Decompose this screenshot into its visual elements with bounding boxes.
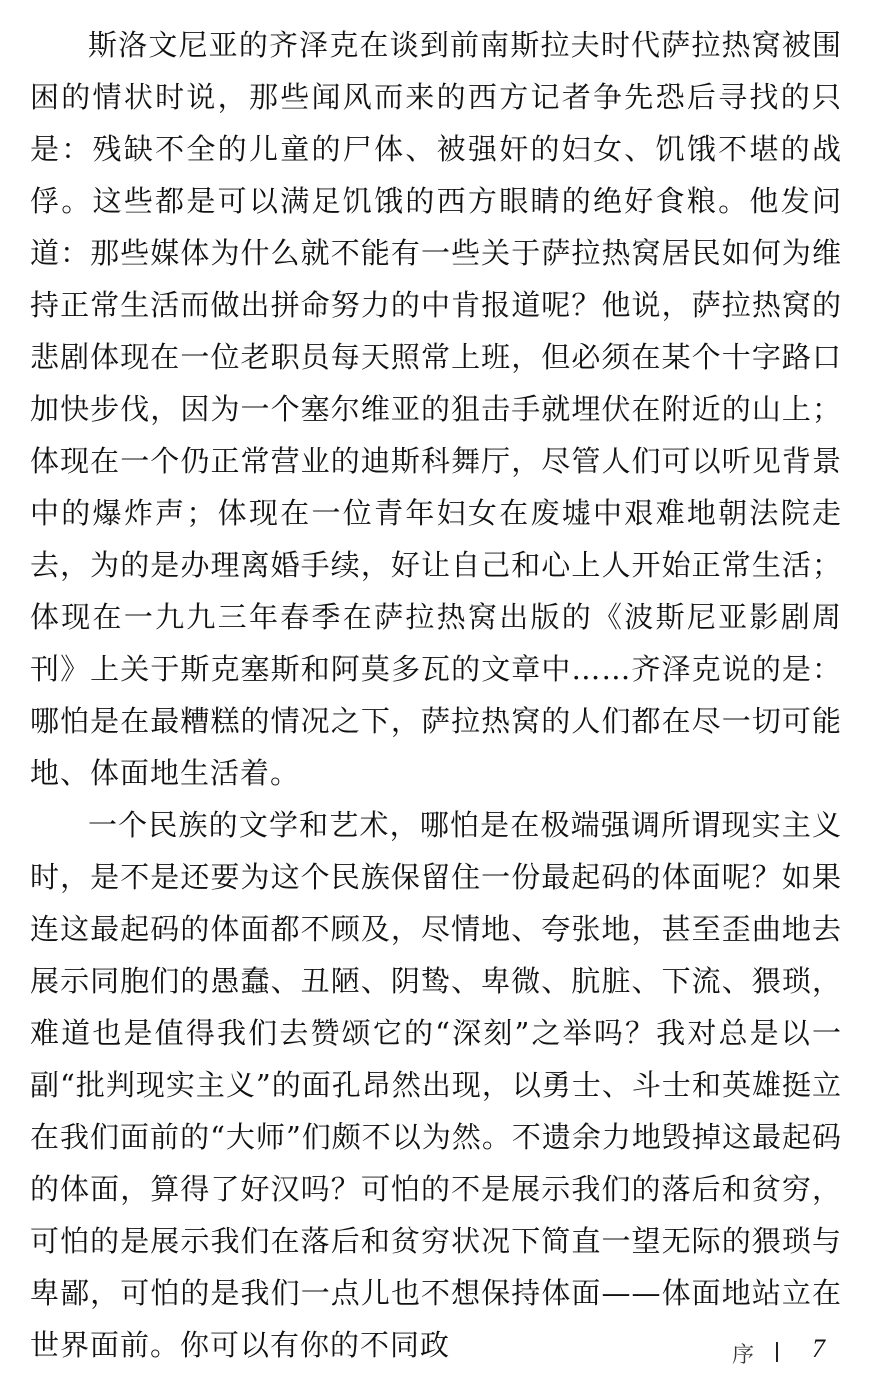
page-body	[30, 19, 842, 1371]
section-label: 序	[732, 1343, 755, 1368]
paragraph-zizek-sarajevo: 斯洛文尼亚的齐泽克在谈到前南斯拉夫时代萨拉热窝被围困的情状时说，那些闻风而来的西方记者争先恐后寻找的只是：残缺不全的儿童的尸体、被强奸的妇女、饥饿不堪的战俘。这些都是可以满足饥饿的西方眼睛的绝好食粮。他发问道：那些媒体为什么就不能有一些关于萨拉热窝居民如何为维持正常生活而做出拼命努力的中肯报道呢？他说，萨拉热窝的悲剧体现在一位老职员每天照常上班，但必须在某个十字路口加快步伐，因为一个塞尔维亚的狙击手就埋伏在附近的山上；体现在一个仍正常营业的迪斯科舞厅，尽管人们可以听见背景中的爆炸声；体现在一位青年妇女在废墟中艰难地朝法院走去，为的是办理离婚手续，好让自己和心上人开始正常生活；体现在一九九三年春季在萨拉热窝出版的《波斯尼亚影剧周刊》上关于斯克塞斯和阿莫多瓦的文章中……齐泽克说的是：哪怕是在最糟糕的情况之下，萨拉热窝的人们都在尽一切可能地、体面地生活着。	[30, 28, 842, 790]
page-footer	[720, 1334, 840, 1370]
footer-divider	[776, 1342, 778, 1362]
paragraph-national-dignity: 一个民族的文学和艺术，哪怕是在极端强调所谓现实主义时，是不是还要为这个民族保留住一份最起码的体面呢？如果连这最起码的体面都不顾及，尽情地、夸张地，甚至歪曲地去展示同胞们的愚蠢、丑陋、阴鸷、卑微、肮脏、下流、猥琐，难道也是值得我们去赞颂它的“深刻”之举吗？我对总是以一副“批判现实主义”的面孔昂然出现，以勇士、斗士和英雄挺立在我们面前的“大师”们颇不以为然。不遗余力地毁掉这最起码的体面，算得了好汉吗？可怕的不是展示我们的落后和贫穷，可怕的是展示我们在落后和贫穷状况下简直一望无际的猥琐与卑鄙，可怕的是我们一点儿也不想保持体面——体面地站立在世界面前。你可以有你的不同政	[30, 808, 842, 1362]
page-number: 7	[812, 1334, 825, 1363]
